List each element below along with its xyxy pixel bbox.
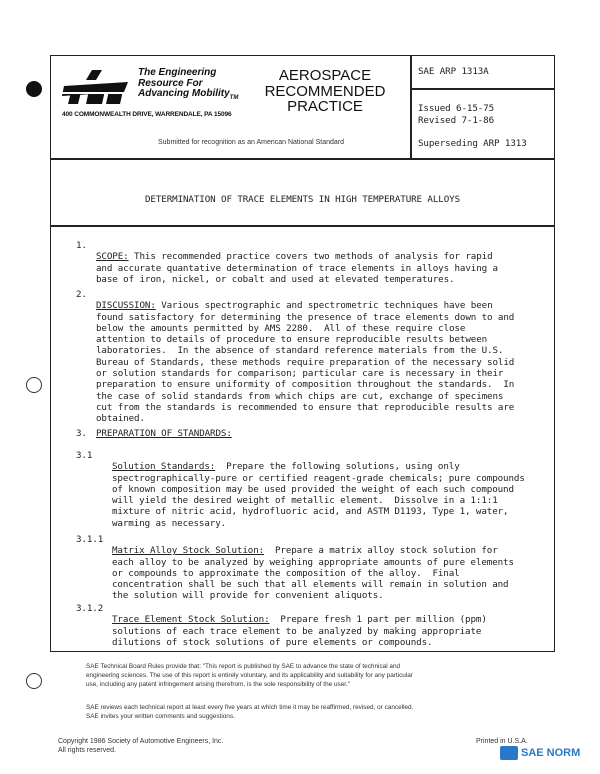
section-3-1-2-heading: Trace Element Stock Solution: <box>112 614 270 626</box>
section-3-1-2-number: 3.1.2 <box>76 603 104 614</box>
superseding: Superseding ARP 1313 <box>418 138 527 149</box>
section-3-number: 3. <box>76 428 87 439</box>
sae-norm-watermark: SAE NORM <box>500 744 596 770</box>
header-divider <box>50 158 555 160</box>
revised-date: Revised 7-1-86 <box>418 115 495 126</box>
doc-type: AEROSPACE RECOMMENDED PRACTICE <box>264 67 386 115</box>
submitted-note: Submitted for recognition as an American National Standard <box>158 139 344 146</box>
section-2-body: DISCUSSION: Various spectrographic and spectrometric techniques have been found satisfactory for determining the presence of trace elements down to and below the amounts permitted by AMS 2280. All of these require close attention to details of procedure to ensure reproducible results between laboratories. In the absence of standard reference materials from the U.S. Bureau of Standards, these methods require preparation of the necessary solid or solution standards for comparison; particular care is necessary in their preparation to ensure uniformity of composition throughout the standards. In the case of solid standards from which chips are cut, exchange of specimens cut from the standards is recommended to ensure that reproducible results are obtained. <box>96 300 515 425</box>
section-2-number: 2. <box>76 289 87 300</box>
section-2-heading: DISCUSSION: <box>96 300 156 312</box>
review-note: SAE reviews each technical report at least every five years at which time it may be reaffirmed, revised, or cancelled. SAE invites your written comments and suggestions. <box>86 704 414 720</box>
printed-in: Printed in U.S.A. <box>476 738 528 745</box>
org-address: 400 COMMONWEALTH DRIVE, WARRENDALE, PA 15096 <box>62 111 232 118</box>
binder-hole-middle <box>26 377 42 393</box>
technical-board-rules: SAE Technical Board Rules provide that: "This report is published by SAE to advance the state of technical and engineering sciences. The use of this report is entirely voluntary, and its applicability and suitability for any particular use, including any patent infringement arising therefrom, is the sole responsibility of the user." <box>86 663 413 688</box>
section-1-heading: SCOPE: <box>96 251 129 263</box>
copyright: Copyright 1986 Society of Automotive Engineers, Inc. All rights reserved. <box>58 738 224 754</box>
section-3-1-body: Solution Standards: Prepare the following solutions, using only spectrographically-pure or certified reagent-grade chemicals; pure compounds of known composition may be used provided the weight of each such compound will yield the desired weight of metallic element. Dissolve in a 1:1:1 mixture of nitric acid, hydrofluoric acid, and ASTM D1193, Type 1, water, warming as necessary. <box>112 461 525 529</box>
header-column-divider <box>410 55 412 159</box>
title-divider <box>50 225 555 227</box>
section-3-1-number: 3.1 <box>76 450 93 461</box>
section-3-1-1-heading: Matrix Alloy Stock Solution: <box>112 545 265 557</box>
section-3-1-1-number: 3.1.1 <box>76 534 104 545</box>
doc-number: SAE ARP 1313A <box>418 66 489 77</box>
section-3-1-heading: Solution Standards: <box>112 461 216 473</box>
section-1-number: 1. <box>76 240 87 251</box>
document-title: DETERMINATION OF TRACE ELEMENTS IN HIGH TEMPERATURE ALLOYS <box>144 194 461 205</box>
watermark-logo-icon <box>500 746 518 760</box>
sae-logo <box>62 66 132 106</box>
section-3-1-2-body: Trace Element Stock Solution: Prepare fresh 1 part per million (ppm) solutions of each trace element to be analyzed by making appropriate dilutions of stock solutions of pure elements or compounds. <box>112 614 487 648</box>
section-3-heading: PREPARATION OF STANDARDS: <box>96 428 232 439</box>
org-tagline: The Engineering Resource For Advancing Mobility$_{TM}$ <box>138 67 239 101</box>
section-3-1-1-body: Matrix Alloy Stock Solution: Prepare a matrix alloy stock solution for each alloy to be analyzed by weighing appropriate amounts of pure elements or compounds to approximate the composition of the alloy. Final concentration shall be such that all elements will remain in solution and the solution will provide for convenient aliquots. <box>112 545 514 602</box>
binder-hole-top <box>26 81 42 97</box>
doc-number-divider <box>410 88 555 90</box>
issued-date: Issued 6-15-75 <box>418 103 495 114</box>
binder-hole-bottom <box>26 673 42 689</box>
section-1-body: SCOPE: This recommended practice covers two methods of analysis for rapid and accurate quantative determination of trace elements in alloys having a base of iron, nickel, or cobalt and used at elevated temperatures. <box>96 251 498 285</box>
